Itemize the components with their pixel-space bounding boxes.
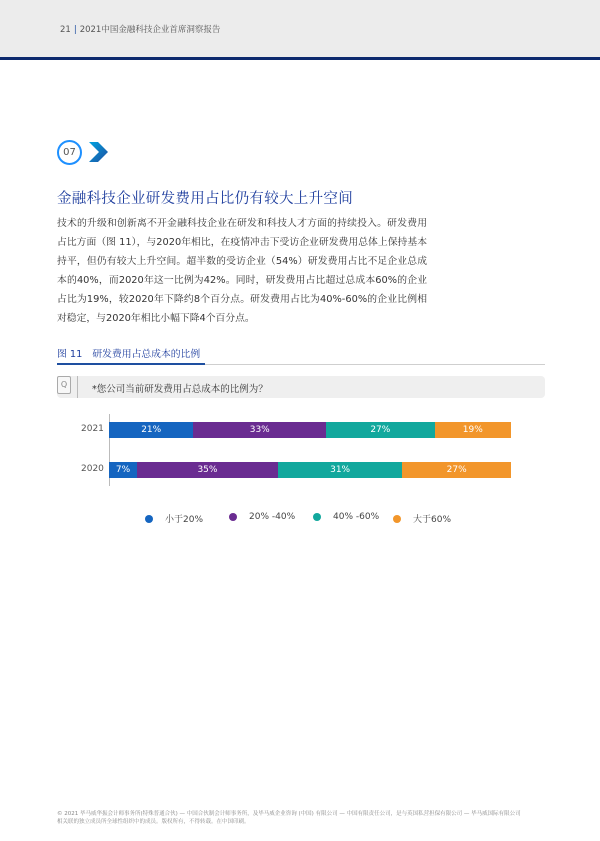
legend-label: 40% -60% [333, 512, 380, 522]
question-icon-letter: Q [60, 380, 68, 389]
header-separator: | [73, 25, 77, 35]
section-number-badge [57, 140, 82, 165]
legend-item [229, 512, 295, 522]
bar-segment-2021-2: 27% [326, 422, 435, 438]
figure-rule-light [205, 364, 545, 365]
figure-rule [57, 363, 205, 365]
footer [57, 810, 543, 826]
page-header [0, 0, 600, 58]
question-text: *您公司当前研发费用占总成本的比例为？ [92, 384, 268, 395]
section-number: 07 [63, 147, 76, 158]
legend-label: 20% -40% [249, 512, 296, 522]
legend-item [145, 512, 203, 525]
legend-label: 大于60% [413, 515, 452, 525]
row-label-2021: 2021 [81, 424, 104, 434]
header-text [60, 23, 220, 35]
report-title: 2021中国金融科技企业首席洞察报告 [79, 25, 221, 35]
legend-dot-icon [145, 515, 153, 523]
header-rule [0, 57, 600, 60]
bar-row-2021 [109, 422, 511, 438]
bar-segment-2021-3: 19% [435, 422, 511, 438]
legend-item [393, 512, 451, 525]
chevron-right-icon [86, 140, 110, 164]
footer-line-2: 相关联的独立成员所全球性组织中的成员。版权所有，不得转载。在中国印刷。 [57, 819, 250, 825]
legend-item [313, 512, 379, 522]
figure-caption [57, 346, 200, 360]
bar-segment-2020-0: 7% [109, 462, 137, 478]
page-number: 21 [60, 25, 71, 35]
legend-label: 小于20% [165, 515, 204, 525]
legend-dot-icon [229, 513, 237, 521]
bar-segment-2020-2: 31% [278, 462, 403, 478]
bar-segment-2021-0: 21% [109, 422, 193, 438]
figure-label: 图 11 [57, 349, 83, 360]
section-body: 技术的升级和创新离不开金融科技企业在研发和科技人才方面的持续投入。研发费用占比方面（图 11），与2020年相比，在疫情冲击下受访企业研发费用总体上保持基本持平，但仍有较大上升空间。超半数的受访企业（54%）研发费用占比不足企业总成本的40%，而2020年这一比例为42%。同时，研发费用占比超过总成本60%的企业占比为19%，较2020年下降约8个百分点。研发费用占比为40%-60%的企业比例相对稳定，与2020年相比小幅下降4个百分点。 [57, 218, 427, 324]
bar-row-2020 [109, 462, 511, 478]
legend-dot-icon [393, 515, 401, 523]
row-label-2020: 2020 [81, 464, 104, 474]
chart-legend [0, 512, 600, 526]
bar-segment-2021-1: 33% [193, 422, 326, 438]
question-icon [57, 376, 71, 394]
question-divider [77, 376, 78, 398]
bar-segment-2020-3: 27% [402, 462, 511, 478]
footer-line-1: © 2021 毕马威华振会计师事务所(特殊普通合伙) — 中国合伙制会计师事务所，及毕马威企业咨询 (中国) 有限公司 — 中国有限责任公司，是与英国私营担保有限公司 — 毕马威国际有限公司 [57, 811, 521, 817]
figure-title: 研发费用占总成本的比例 [92, 349, 201, 360]
section-title: 金融科技企业研发费用占比仍有较大上升空间 [57, 191, 353, 207]
bar-segment-2020-1: 35% [137, 462, 278, 478]
legend-dot-icon [313, 513, 321, 521]
